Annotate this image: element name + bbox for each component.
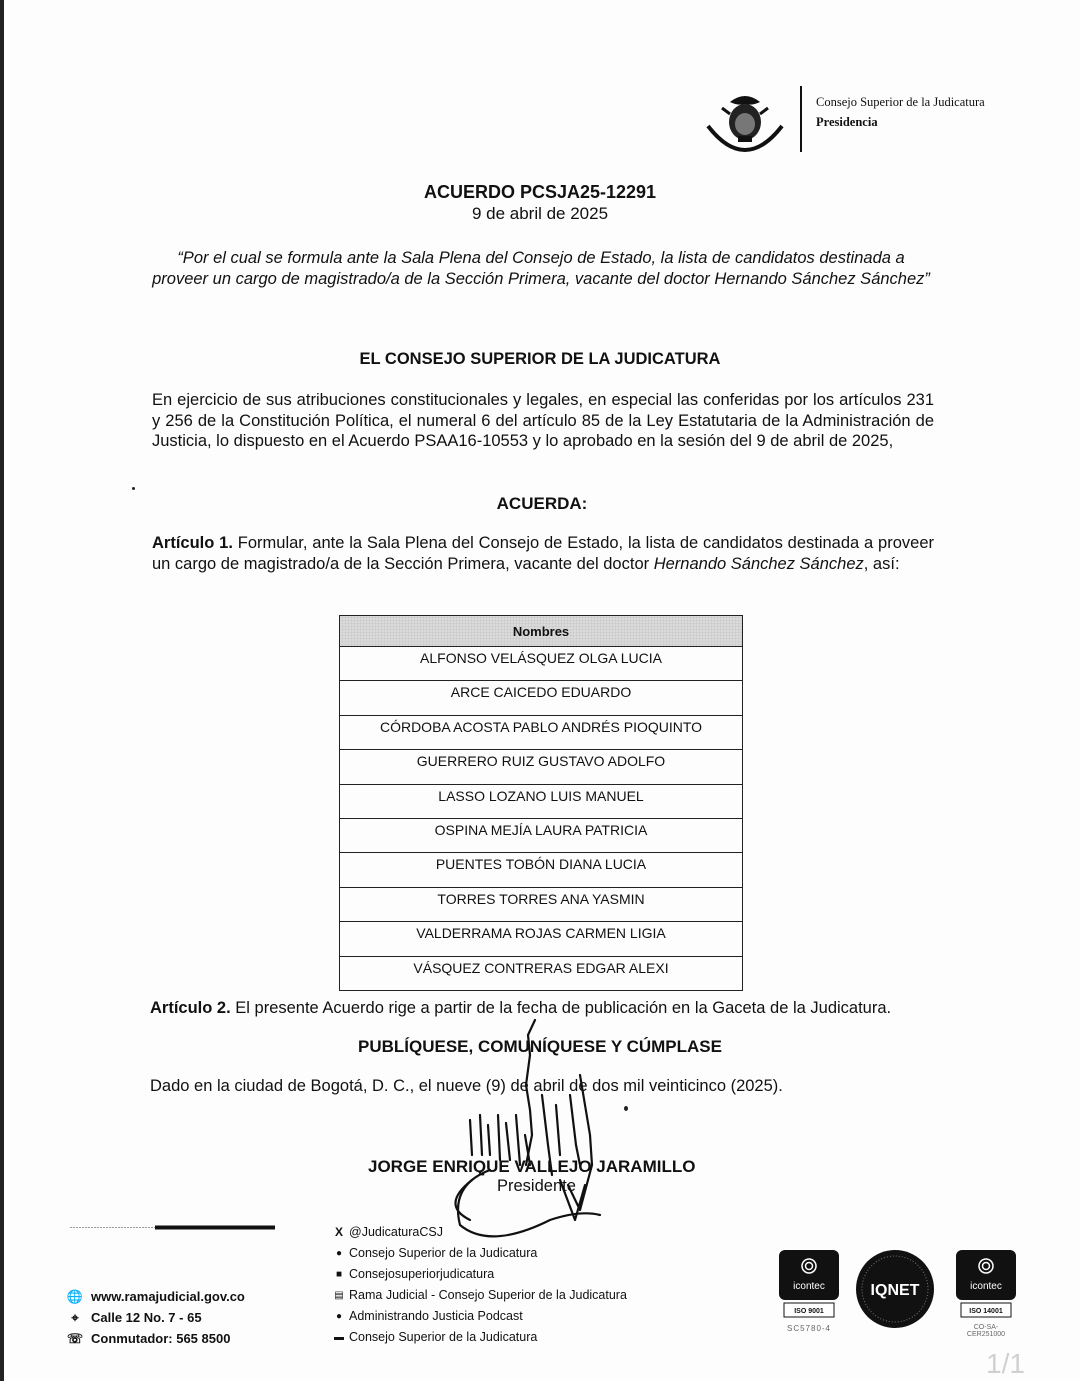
social-youtube-text: Consejo Superior de la Judicatura [349,1330,538,1344]
signer-name: JORGE ENRIQUE VALLEJO JARAMILLO [368,1157,696,1176]
social-x-text: @JudicaturaCSJ [349,1225,443,1239]
cert-code: SC5780-4 [786,1324,832,1333]
article-2-label: Artículo 2. [150,999,231,1017]
table-row [340,956,743,990]
website-text: www.ramajudicial.gov.co [91,1289,245,1304]
youtube-icon: ▬ [334,1332,344,1343]
social-instagram[interactable] [333,1264,627,1285]
x-icon: X [334,1225,343,1239]
icontec-brand: icontec [793,1281,825,1292]
footer-address [66,1307,245,1328]
preamble-paragraph: En ejercicio de sus atribuciones constitucionales y legales, en especial las conferidas por los artículos 231 y 256 de la Constitución Política, el numeral 6 del artículo 85 de la Ley Estatutaria de la Administración de Justicia, lo dispuesto en el Acuerdo PSAA16-10553 y lo aprobado en la sesión del 9 de abril de 2025, [152,391,934,450]
podcast-icon: ● [335,1311,343,1322]
candidate-name: ARCE CAICEDO EDUARDO [340,681,743,715]
globe-icon: 🌐 [66,1289,84,1304]
social-x[interactable] [333,1222,627,1243]
table-row [340,853,743,887]
iso9001-label: ISO 9001 [794,1308,824,1315]
candidate-name: ALFONSO VELÁSQUEZ OLGA LUCIA [340,647,743,681]
candidate-name: GUERRERO RUIZ GUSTAVO ADOLFO [340,750,743,784]
candidate-name: LASSO LOZANO LUIS MANUEL [340,784,743,818]
icontec-iso14001-badge [955,1249,1017,1338]
article-1-text: Formular, ante la Sala Plena del Consejo de Estado, la lista de candidatos destinada a proveer un cargo de magistrado/a de la Sección Primera, vacante del doctor [152,534,934,573]
header-divider [800,86,802,152]
phone-text: Conmutador: 565 8500 [91,1331,231,1346]
social-news[interactable] [333,1285,627,1306]
iqnet-logo [852,1248,938,1330]
icontec-iso9001-badge [778,1249,840,1333]
icontec-iso9001-logo [778,1249,840,1319]
given-at-line: Dado en la ciudad de Bogotá, D. C., el nueve (9) de abril de dos mil veinticinco (2025). [150,1077,783,1095]
page-indicator: 1/1 [986,1348,1025,1379]
social-news-text: Rama Judicial - Consejo Superior de la Judicatura [349,1288,627,1302]
social-instagram-text: Consejosuperiorjudicatura [349,1267,495,1281]
header-institution: Consejo Superior de la Judicatura [816,95,985,109]
instagram-icon: ■ [335,1269,343,1280]
candidate-name: TORRES TORRES ANA YASMIN [340,887,743,921]
footer-rule [70,1225,275,1230]
header-office: Presidencia [816,115,878,129]
social-facebook[interactable] [333,1243,627,1264]
table-row [340,818,743,852]
closing-formula: PUBLÍQUESE, COMUNÍQUESE Y CÚMPLASE [358,1037,722,1056]
iso14001-label: ISO 14001 [969,1308,1003,1315]
social-podcast-text: Administrando Justicia Podcast [349,1309,523,1323]
social-youtube[interactable] [333,1327,627,1348]
footer-social [333,1222,627,1348]
phone-icon: ☏ [66,1331,84,1346]
location-pin-icon: ⌖ [71,1310,79,1325]
header-institution-block [816,92,985,132]
facebook-icon: ● [335,1248,343,1259]
table-row [340,784,743,818]
candidate-name: VÁSQUEZ CONTRERAS EDGAR ALEXI [340,956,743,990]
signer-role: Presidente [497,1177,576,1195]
candidate-name: CÓRDOBA ACOSTA PABLO ANDRÉS PIOQUINTO [340,715,743,749]
scan-speck [132,487,135,490]
table-header-names: Nombres [340,616,743,647]
article-2-text: El presente Acuerdo rige a partir de la fecha de publicación en la Gaceta de la Judicatura. [230,999,892,1017]
address-text: Calle 12 No. 7 - 65 [91,1310,202,1325]
candidate-name: VALDERRAMA ROJAS CARMEN LIGIA [340,922,743,956]
iqnet-brand: IQNET [870,1282,920,1299]
footer-phone [66,1328,245,1349]
icontec-iso14001-logo [955,1249,1017,1319]
social-podcast[interactable] [333,1306,627,1327]
article-1-paragraph [152,533,934,574]
footer-website[interactable] [66,1286,245,1307]
cert-code: CO-SA-CER251000 [966,1324,1006,1338]
resolves-heading: ACUERDA: [496,494,588,513]
table-row [340,715,743,749]
candidate-name: OSPINA MEJÍA LAURA PATRICIA [340,818,743,852]
candidates-table [339,615,743,991]
candidate-name: PUENTES TOBÓN DIANA LUCIA [340,853,743,887]
news-icon: ▤ [334,1290,344,1301]
table-row [340,750,743,784]
handwritten-signature [430,1015,630,1240]
table-header-row [340,616,743,647]
coat-of-arms-logo [700,86,790,158]
icontec-brand: icontec [970,1281,1002,1292]
article-1-name: Hernando Sánchez Sánchez [653,554,864,573]
article-1-label: Artículo 1. [152,534,233,552]
document-subtitle: “Por el cual se formula ante la Sala Plena del Consejo de Estado, la lista de candidatos destinada a proveer un cargo de magistrado/a de la Sección Primera, vacante del doctor Hernando Sánchez Sánchez” [152,249,930,288]
footer-contact [66,1286,245,1349]
issuer-heading: EL CONSEJO SUPERIOR DE LA JUDICATURA [359,350,721,368]
article-1-text-end: , así: [863,554,900,573]
table-row [340,681,743,715]
social-facebook-text: Consejo Superior de la Judicatura [349,1246,538,1260]
document-title: ACUERDO PCSJA25-12291 [423,182,657,202]
table-row [340,647,743,681]
table-row [340,887,743,921]
table-row [340,922,743,956]
iqnet-badge [852,1248,938,1328]
document-date: 9 de abril de 2025 [471,204,609,223]
